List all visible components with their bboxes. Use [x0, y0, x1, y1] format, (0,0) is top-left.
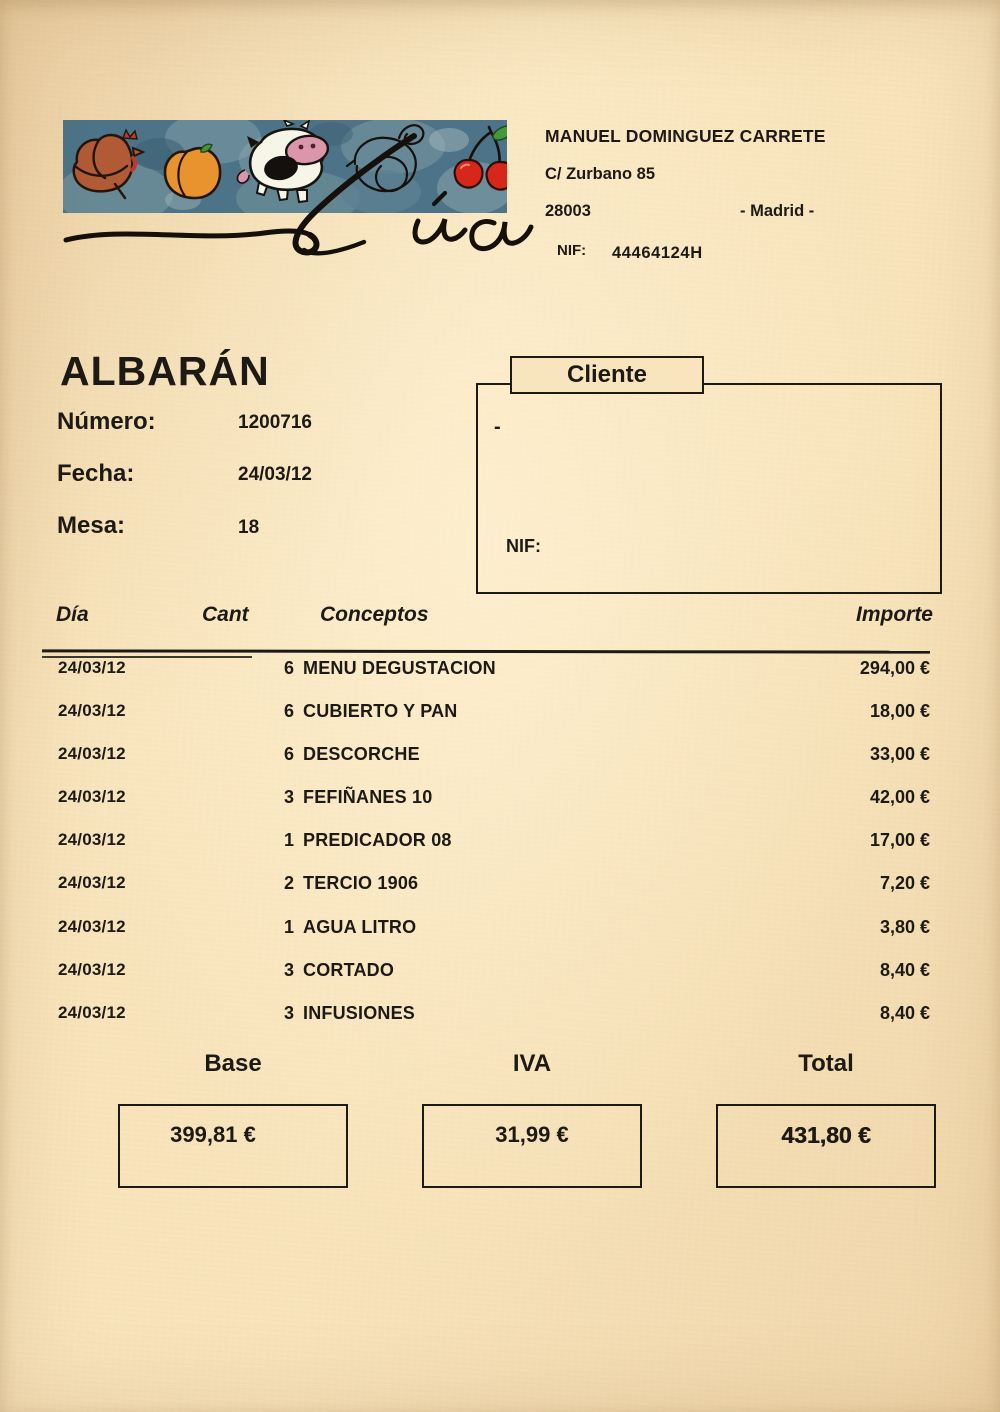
table-row — [42, 830, 930, 873]
row-concept: MENU DEGUSTACION — [303, 658, 496, 678]
business-postal-code: 28003 — [545, 202, 591, 220]
field-label-fecha: Fecha: — [57, 460, 135, 487]
row-concept: FEFIÑANES 10 — [303, 787, 433, 808]
row-quantity: 3 — [283, 1002, 294, 1023]
table-row — [42, 658, 930, 701]
business-nif-value: 44464124H — [612, 244, 703, 262]
row-date: 24/03/12 — [58, 1002, 126, 1022]
row-concept: DESCORCHE — [303, 744, 420, 765]
table-row — [42, 873, 930, 916]
row-amount: 18,00 € — [869, 701, 930, 722]
client-box — [476, 383, 942, 594]
field-value-fecha: 24/03/12 — [238, 464, 312, 485]
table-row — [42, 744, 930, 787]
table-row — [42, 701, 930, 744]
total-box — [716, 1104, 936, 1188]
column-header-importe: Importe — [855, 603, 933, 626]
client-name: - — [494, 416, 501, 438]
column-header-dia: Día — [56, 603, 89, 626]
row-date: 24/03/12 — [58, 701, 126, 721]
row-quantity: 6 — [283, 701, 294, 722]
row-amount: 294,00 € — [859, 658, 930, 678]
business-nif-label: NIF: — [557, 242, 587, 259]
row-quantity: 3 — [283, 959, 294, 980]
row-concept: CUBIERTO Y PAN — [303, 701, 458, 722]
row-quantity: 2 — [283, 873, 294, 894]
row-amount: 7,20 € — [879, 873, 930, 894]
row-date: 24/03/12 — [58, 830, 126, 850]
table-row — [42, 787, 930, 830]
row-date: 24/03/12 — [58, 787, 126, 807]
business-city: - Madrid - — [740, 202, 815, 220]
table-row — [42, 917, 930, 960]
client-box-title: Cliente — [510, 356, 704, 394]
row-concept: AGUA LITRO — [303, 916, 417, 937]
column-header-conceptos: Conceptos — [320, 603, 429, 626]
iva-label: IVA — [512, 1050, 552, 1077]
business-address: C/ Zurbano 85 — [545, 165, 656, 183]
row-date: 24/03/12 — [58, 658, 126, 677]
table-row — [42, 960, 930, 1003]
row-quantity: 1 — [283, 916, 294, 937]
field-value-mesa: 18 — [238, 517, 260, 538]
base-label: Base — [204, 1050, 262, 1077]
total-label: Total — [798, 1050, 854, 1077]
row-concept: TERCIO 1906 — [303, 873, 419, 894]
row-quantity: 6 — [283, 658, 294, 678]
table-row — [42, 1003, 930, 1046]
row-amount: 33,00 € — [869, 744, 930, 765]
items-table — [42, 658, 930, 1046]
row-concept: INFUSIONES — [303, 1002, 416, 1023]
column-header-cant: Cant — [202, 603, 249, 626]
logo-illustration — [63, 120, 507, 213]
row-quantity: 3 — [283, 787, 294, 808]
restaurant-logo-banner — [63, 120, 507, 213]
row-amount: 8,40 € — [879, 1002, 930, 1023]
table-header-rule — [42, 649, 930, 653]
field-label-mesa: Mesa: — [57, 512, 126, 539]
iva-value: 31,99 € — [495, 1122, 569, 1147]
field-value-numero: 1200716 — [238, 412, 312, 433]
row-amount: 42,00 € — [869, 787, 930, 808]
row-amount: 17,00 € — [869, 830, 930, 851]
base-box — [118, 1104, 348, 1188]
client-nif-label: NIF: — [506, 536, 541, 556]
row-quantity: 6 — [283, 744, 294, 765]
row-date: 24/03/12 — [58, 959, 126, 979]
row-date: 24/03/12 — [58, 744, 126, 764]
row-date: 24/03/12 — [58, 916, 126, 936]
total-value: 431,80 € — [781, 1122, 871, 1148]
base-value: 399,81 € — [170, 1122, 256, 1147]
row-amount: 8,40 € — [879, 959, 930, 980]
document-title: ALBARÁN — [60, 348, 270, 394]
row-concept: CORTADO — [303, 959, 395, 980]
row-date: 24/03/12 — [58, 873, 126, 893]
row-amount: 3,80 € — [879, 916, 930, 937]
iva-box — [422, 1104, 642, 1188]
row-concept: PREDICADOR 08 — [303, 830, 452, 851]
row-quantity: 1 — [283, 830, 294, 851]
business-name: MANUEL DOMINGUEZ CARRETE — [545, 126, 826, 146]
field-label-numero: Número: — [57, 408, 156, 435]
